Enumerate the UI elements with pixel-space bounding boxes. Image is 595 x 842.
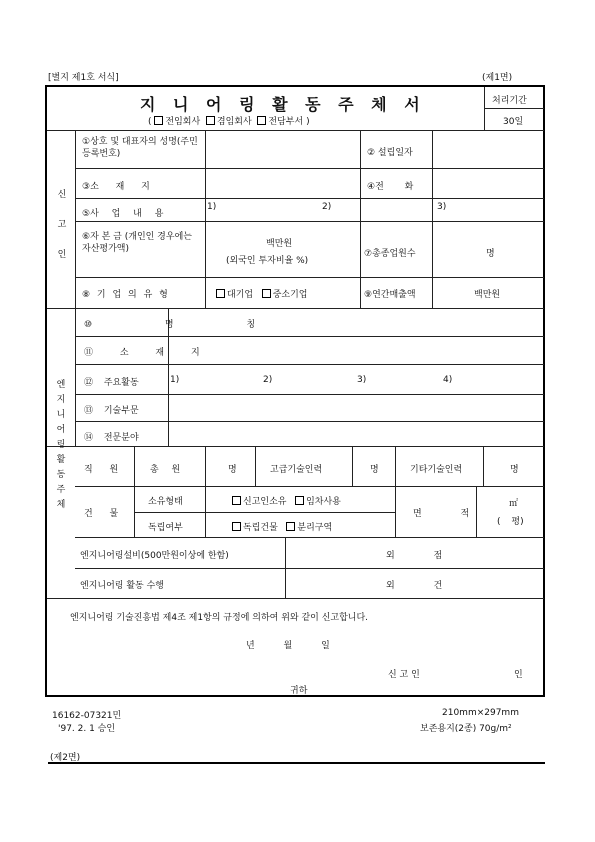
checkbox-leased[interactable] bbox=[295, 496, 304, 505]
field-business-label: ⑤사 업 내 용 bbox=[82, 209, 164, 219]
section-reporter-label: 신 고 인 bbox=[57, 190, 67, 260]
table-rule bbox=[432, 130, 433, 308]
table-rule bbox=[75, 364, 544, 365]
reporter-label: 신 고 인 bbox=[388, 670, 420, 680]
ownership-options: 신고인소유 임차사용 bbox=[232, 494, 341, 507]
table-rule bbox=[395, 446, 396, 537]
processing-period-label: 처리기간 bbox=[492, 96, 527, 106]
staff-total-label: 총 원 bbox=[150, 465, 181, 475]
table-rule bbox=[352, 446, 353, 486]
independence-label: 독립여부 bbox=[148, 523, 183, 533]
activity-item-3: 3) bbox=[357, 375, 367, 385]
table-rule bbox=[360, 130, 361, 308]
field-main-activities-label: ⑫ 주요활동 bbox=[84, 378, 139, 388]
business-item-3: 3) bbox=[437, 202, 447, 212]
table-rule bbox=[75, 336, 544, 337]
table-rule bbox=[75, 221, 544, 222]
area-pyeong: ( 평) bbox=[497, 517, 524, 527]
page-two-label: (제2면) bbox=[50, 753, 81, 763]
staff-label: 직 원 bbox=[84, 465, 119, 475]
equipment-label: 엔지니어링설비(500만원이상에 한함) bbox=[80, 551, 229, 561]
table-rule bbox=[205, 446, 206, 537]
table-rule bbox=[75, 537, 544, 538]
table-rule bbox=[205, 130, 206, 221]
sales-unit: 백만원 bbox=[474, 290, 501, 300]
table-rule bbox=[255, 446, 256, 486]
declaration-statement: 엔지니어링 기술진흥법 제4조 제1항의 규정에 의하여 위와 같이 신고합니다. bbox=[70, 613, 369, 623]
form-code: 16162-07321민 bbox=[52, 711, 122, 721]
table-rule bbox=[75, 568, 544, 569]
capital-unit: 백만원 bbox=[266, 239, 293, 249]
table-rule bbox=[75, 486, 544, 487]
field-sales-label: ⑨연간매출액 bbox=[364, 290, 416, 300]
checkbox-dedicated[interactable] bbox=[257, 116, 266, 125]
section-engineering-label: 엔 지 니 어 링 활 동 주 체 bbox=[56, 380, 66, 510]
business-item-1: 1) bbox=[207, 202, 217, 212]
table-rule bbox=[75, 308, 76, 446]
table-rule bbox=[134, 446, 135, 537]
activity-item-4: 4) bbox=[443, 375, 453, 385]
table-rule bbox=[75, 421, 544, 422]
other-staff-unit: 명 bbox=[510, 465, 519, 475]
performance-value: 외 건 bbox=[386, 581, 443, 591]
table-rule bbox=[205, 221, 206, 308]
table-rule bbox=[134, 512, 395, 513]
approval-date: '97. 2. 1 승인 bbox=[58, 724, 116, 734]
field-title-label: ⑩ 명 칭 bbox=[84, 320, 256, 330]
field-company-type-label: ⑧ 기 업 의 유 형 bbox=[82, 290, 168, 300]
equipment-value: 외 점 bbox=[386, 551, 443, 561]
senior-staff-label: 고급기술인력 bbox=[270, 465, 323, 475]
page-number: (제1면) bbox=[482, 73, 513, 83]
table-rule bbox=[47, 130, 544, 131]
field-specialty-label: ⑭ 전문분야 bbox=[84, 433, 139, 443]
field-founded-label: ② 설립일자 bbox=[367, 148, 413, 158]
checkbox-separate[interactable] bbox=[286, 522, 295, 531]
checkbox-owned[interactable] bbox=[232, 496, 241, 505]
processing-period-value: 30일 bbox=[503, 117, 524, 127]
field-capital-label: ⑥자 본 금 (개인인 경우에는 자산평가액) bbox=[82, 232, 192, 254]
table-rule bbox=[75, 168, 544, 169]
capital-foreign-ratio: (외국인 투자비율 %) bbox=[226, 256, 309, 266]
area-unit: ㎡ bbox=[509, 499, 519, 509]
table-rule bbox=[75, 130, 76, 308]
field-address-label: ③소 재 지 bbox=[82, 182, 150, 192]
subtitle-options: ( 전임회사 겸임회사 전담부서 ) bbox=[148, 117, 310, 127]
checkbox-independent[interactable] bbox=[232, 522, 241, 531]
business-item-2: 2) bbox=[322, 202, 332, 212]
activity-item-2: 2) bbox=[263, 375, 273, 385]
field-tech-sector-label: ⑬ 기술부문 bbox=[84, 406, 139, 416]
field-employees-label: ⑦총종업원수 bbox=[364, 249, 416, 259]
activity-item-1: 1) bbox=[170, 375, 180, 385]
table-rule bbox=[75, 198, 544, 199]
table-rule bbox=[75, 277, 544, 278]
area-label: 면 적 bbox=[413, 509, 470, 519]
table-rule bbox=[47, 446, 544, 447]
building-label: 건 물 bbox=[84, 509, 119, 519]
ownership-label: 소유형태 bbox=[148, 497, 183, 507]
checkbox-sme[interactable] bbox=[262, 289, 271, 298]
seal-mark: 인 bbox=[514, 670, 523, 680]
staff-total-unit: 명 bbox=[228, 465, 237, 475]
checkbox-large[interactable] bbox=[216, 289, 225, 298]
form-number: [별지 제1호 서식] bbox=[48, 73, 119, 83]
senior-staff-unit: 명 bbox=[370, 465, 379, 475]
form-frame bbox=[45, 85, 545, 697]
field-eng-address-label: ⑪ 소 재 지 bbox=[84, 348, 200, 358]
paper-type: 보존용지(2종) 70g/m² bbox=[420, 724, 512, 734]
other-staff-label: 기타기술인력 bbox=[410, 465, 463, 475]
table-rule bbox=[484, 108, 544, 109]
addressee-label: 귀하 bbox=[290, 686, 308, 696]
checkbox-concurrent[interactable] bbox=[206, 116, 215, 125]
table-rule bbox=[483, 446, 484, 486]
table-rule bbox=[476, 486, 477, 537]
paper-size: 210mm×297mm bbox=[442, 708, 519, 718]
independence-options: 독립건물 분리구역 bbox=[232, 520, 332, 533]
performance-label: 엔지니어링 활동 수행 bbox=[80, 581, 164, 591]
table-rule bbox=[75, 394, 544, 395]
form-title: 지 니 어 링 활 동 주 체 서 bbox=[140, 95, 426, 114]
checkbox-full-time[interactable] bbox=[154, 116, 163, 125]
table-rule bbox=[47, 598, 544, 599]
field-name-label: ①상호 및 대표자의 성명(주민등록번호) bbox=[82, 137, 198, 159]
company-type-options: 대기업 중소기업 bbox=[216, 287, 307, 300]
employees-unit: 명 bbox=[486, 249, 495, 259]
table-rule bbox=[47, 308, 544, 309]
field-phone-label: ④전 화 bbox=[367, 182, 414, 192]
declaration-date: 년 월 일 bbox=[246, 641, 330, 651]
table-rule bbox=[48, 762, 545, 764]
